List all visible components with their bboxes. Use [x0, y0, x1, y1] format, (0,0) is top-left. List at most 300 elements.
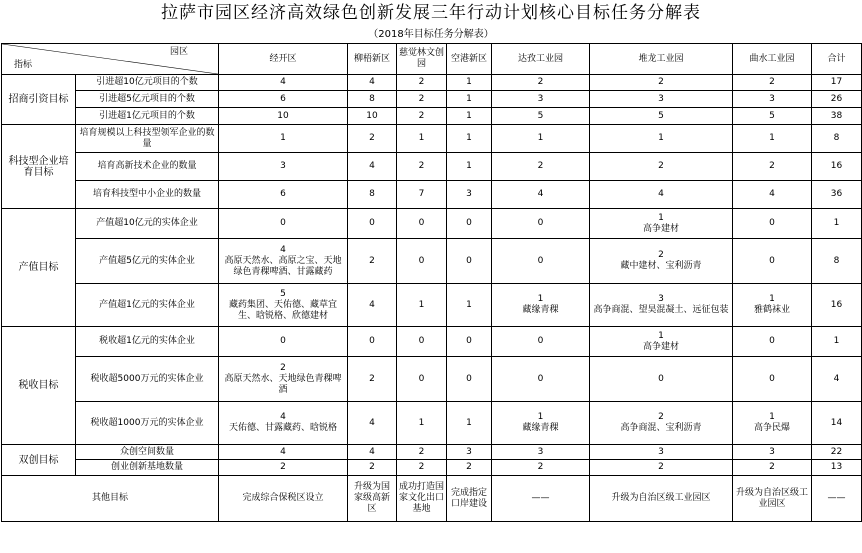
cell-value: 1 — [280, 133, 286, 143]
cell-value: 2 — [418, 93, 425, 104]
value-cell — [219, 402, 348, 445]
value-cell — [812, 153, 862, 181]
value-cell — [219, 284, 348, 327]
cell-value: 3 — [769, 446, 775, 457]
cell-value: 培育高新技术企业的数量 — [97, 161, 197, 171]
value-cell — [492, 181, 590, 209]
cell-value: 1 — [769, 133, 775, 143]
value-cell — [733, 153, 812, 181]
other-goal-cell — [397, 476, 447, 522]
value-cell — [590, 445, 733, 460]
value-cell — [447, 357, 492, 402]
cell-value: 2 — [418, 77, 425, 87]
column-header — [812, 44, 862, 75]
cell-value: 1 — [658, 133, 664, 143]
value-cell — [812, 209, 862, 239]
cell-value: 空港新区 — [450, 53, 487, 64]
cell-value: 1 — [537, 294, 544, 304]
cell-value: 36 — [830, 189, 843, 199]
value-cell — [219, 181, 348, 209]
value-cell — [733, 460, 812, 476]
category-cell — [2, 125, 76, 209]
value-cell — [733, 209, 812, 239]
indicator-cell — [76, 209, 219, 239]
value-cell — [733, 445, 812, 460]
value-cell — [348, 402, 397, 445]
value-cell — [590, 460, 733, 476]
table-row — [2, 327, 862, 357]
cell-value: 税收超5000万元的实体企业 — [90, 373, 204, 384]
cell-value: 3 — [280, 161, 286, 171]
cell-value: 3 — [658, 93, 664, 104]
cell-value: 堆龙工业园 — [638, 53, 684, 64]
value-cell — [733, 125, 812, 153]
cell-value: 4 — [280, 446, 286, 457]
cell-value: 2 — [418, 446, 425, 457]
value-cell — [397, 445, 447, 460]
cell-value: 3 — [466, 189, 472, 199]
value-cell — [447, 445, 492, 460]
value-cell — [397, 402, 447, 445]
page-title: 拉萨市园区经济高效绿色创新发展三年行动计划核心目标任务分解表 — [161, 3, 701, 23]
value-cell — [812, 445, 862, 460]
value-cell — [397, 209, 447, 239]
cell-value: 5 — [769, 110, 775, 121]
value-cell — [590, 284, 733, 327]
value-cell — [219, 75, 348, 91]
value-cell — [492, 284, 590, 327]
value-cell — [397, 357, 447, 402]
column-header — [492, 44, 590, 75]
value-cell — [219, 125, 348, 153]
other-goal-cell — [590, 476, 733, 522]
cell-value: 1 — [466, 161, 472, 171]
cell-value: 1 — [418, 133, 425, 143]
cell-value: 2 — [769, 462, 775, 472]
value-cell — [733, 402, 812, 445]
value-cell — [348, 91, 397, 108]
value-cell — [590, 125, 733, 153]
cell-value: 2 — [418, 462, 425, 472]
other-goal-cell — [733, 476, 812, 522]
page-subtitle: （2018年目标任务分解表） — [368, 29, 494, 40]
table-row — [2, 125, 862, 153]
value-cell — [447, 75, 492, 91]
cell-note: 藏中建材、宝利沥青 — [620, 261, 702, 271]
value-cell — [492, 153, 590, 181]
cell-value: 2 — [537, 462, 544, 472]
cell-value: 1 — [833, 336, 840, 346]
cell-value: 引进超5亿元项目的个数 — [99, 93, 195, 104]
value-cell — [447, 460, 492, 476]
cell-value: 0 — [466, 218, 472, 228]
value-cell — [447, 239, 492, 284]
cell-value: 6 — [280, 189, 286, 199]
cell-value: 38 — [830, 110, 843, 121]
cell-value: 0 — [769, 255, 775, 266]
cell-value: 慈觉林文创园 — [399, 48, 445, 69]
value-cell — [348, 181, 397, 209]
value-cell — [812, 284, 862, 327]
cell-value: 税收超1000万元的实体企业 — [90, 417, 204, 428]
table-row — [2, 402, 862, 445]
cell-value: 2 — [369, 462, 375, 472]
cell-value: 0 — [537, 255, 544, 266]
value-cell — [447, 402, 492, 445]
cell-value: 5 — [537, 110, 544, 121]
cell-value: 4 — [369, 417, 375, 428]
value-cell — [492, 108, 590, 125]
value-cell — [492, 357, 590, 402]
cell-value: 10 — [366, 110, 378, 121]
value-cell — [397, 108, 447, 125]
cell-value: 合计 — [827, 53, 846, 64]
value-cell — [348, 357, 397, 402]
cell-value: 0 — [537, 218, 544, 228]
cell-value: 3 — [537, 446, 544, 457]
value-cell — [447, 209, 492, 239]
cell-value: 升级为国家级高新区 — [353, 482, 390, 514]
cell-note: 藏缘青稞 — [522, 305, 559, 315]
cell-value: 0 — [769, 373, 775, 384]
column-header — [219, 44, 348, 75]
value-cell — [397, 153, 447, 181]
indicator-cell — [76, 460, 219, 476]
cell-value: 7 — [418, 189, 425, 199]
cell-value: 0 — [280, 336, 286, 346]
value-cell — [348, 125, 397, 153]
other-goal-cell — [219, 476, 348, 522]
indicator-cell — [76, 357, 219, 402]
cell-value: 2 — [658, 77, 664, 87]
cell-value: 3 — [466, 446, 472, 457]
other-goal-cell — [812, 476, 862, 522]
value-cell — [219, 239, 348, 284]
cell-value: 0 — [769, 218, 775, 228]
cell-note: 高争建材 — [642, 223, 679, 234]
cell-value: 4 — [280, 244, 286, 255]
value-cell — [219, 460, 348, 476]
category-cell — [2, 209, 76, 327]
value-cell — [348, 209, 397, 239]
cell-note: 高争商混、望昊混凝土、远征包装 — [593, 305, 729, 315]
cell-value: 完成指定口岸建设 — [450, 487, 487, 509]
value-cell — [397, 181, 447, 209]
value-cell — [590, 153, 733, 181]
cell-value: 税收目标 — [18, 380, 59, 391]
other-goal-cell — [348, 476, 397, 522]
cell-value: 0 — [537, 336, 544, 346]
indicator-cell — [76, 91, 219, 108]
cell-value: 5 — [658, 110, 664, 121]
value-cell — [590, 209, 733, 239]
cell-value: 0 — [466, 373, 472, 384]
cell-value: 4 — [280, 412, 286, 422]
value-cell — [812, 239, 862, 284]
value-cell — [733, 327, 812, 357]
table-row — [2, 239, 862, 284]
indicator-cell — [76, 327, 219, 357]
value-cell — [590, 327, 733, 357]
cell-value: 8 — [369, 93, 375, 104]
cell-value: 26 — [830, 93, 843, 104]
cell-value: 1 — [537, 412, 544, 422]
value-cell — [397, 284, 447, 327]
cell-value: 4 — [369, 161, 375, 171]
table-row — [2, 209, 862, 239]
table-row — [2, 445, 862, 460]
cell-value: 1 — [466, 77, 472, 87]
cell-value: 17 — [830, 77, 843, 87]
value-cell — [492, 460, 590, 476]
cell-value: 1 — [658, 330, 664, 341]
cell-note: 高争建材 — [642, 341, 679, 352]
cell-value: 2 — [537, 161, 544, 171]
value-cell — [397, 460, 447, 476]
value-cell — [492, 445, 590, 460]
cell-value: 产值超1亿元的实体企业 — [99, 299, 195, 310]
value-cell — [219, 327, 348, 357]
cell-value: 2 — [537, 77, 544, 87]
cell-value: 0 — [369, 336, 375, 346]
value-cell — [590, 91, 733, 108]
value-cell — [812, 181, 862, 209]
cell-value: 4 — [369, 446, 375, 457]
cell-value: 曲水工业园 — [749, 53, 795, 64]
cell-value: 2 — [466, 462, 472, 472]
value-cell — [812, 75, 862, 91]
cell-value: 2 — [418, 110, 425, 121]
cell-value: 2 — [418, 161, 425, 171]
value-cell — [733, 181, 812, 209]
cell-value: 2 — [369, 255, 375, 266]
cell-note: 天佑德、甘露藏药、晗锐格 — [228, 423, 337, 433]
table-row — [2, 284, 862, 327]
cell-value: 1 — [466, 110, 472, 121]
column-header — [397, 44, 447, 75]
cell-value: 2 — [658, 412, 664, 422]
cell-value: 22 — [830, 446, 843, 457]
value-cell — [492, 209, 590, 239]
value-cell — [447, 91, 492, 108]
cell-value: 2 — [369, 133, 375, 143]
cell-value: 4 — [280, 77, 286, 87]
value-cell — [348, 327, 397, 357]
cell-value: 2 — [369, 373, 375, 384]
value-cell — [397, 125, 447, 153]
cell-value: 1 — [418, 417, 425, 428]
cell-value: 2 — [658, 462, 664, 472]
cell-value: 2 — [658, 161, 664, 171]
value-cell — [492, 402, 590, 445]
cell-value: 创业创新基地数量 — [110, 462, 183, 472]
value-cell — [590, 181, 733, 209]
indicator-cell — [76, 284, 219, 327]
value-cell — [492, 239, 590, 284]
diagonal-header — [2, 44, 219, 75]
indicator-cell — [76, 125, 219, 153]
value-cell — [348, 284, 397, 327]
cell-value: 经开区 — [269, 53, 297, 64]
value-cell — [812, 327, 862, 357]
value-cell — [397, 75, 447, 91]
cell-value: 科技型企业培育目标 — [8, 155, 69, 178]
value-cell — [812, 402, 862, 445]
value-cell — [219, 91, 348, 108]
value-cell — [590, 239, 733, 284]
cell-value: 招商引资目标 — [8, 94, 69, 105]
value-cell — [733, 239, 812, 284]
cell-value: 产值目标 — [18, 262, 59, 273]
cell-value: 众创空间数量 — [119, 446, 174, 457]
cell-value: 完成综合保税区设立 — [242, 493, 324, 503]
cell-value: 3 — [658, 446, 664, 457]
cell-note: 雅鹤袜业 — [753, 305, 790, 315]
cell-note: 高原天然水、天地绿色青稞啤酒 — [224, 373, 342, 395]
value-cell — [447, 108, 492, 125]
table-row — [2, 357, 862, 402]
cell-value: 10 — [277, 110, 289, 121]
indicator-cell — [76, 239, 219, 284]
cell-value: 0 — [418, 255, 425, 266]
table-row — [2, 75, 862, 91]
cell-value: 0 — [418, 373, 425, 384]
value-cell — [590, 402, 733, 445]
column-header — [590, 44, 733, 75]
cell-value: 1 — [466, 93, 472, 104]
cell-note: 高原天然水、高原之宝、天地绿色青稞啤酒、甘露藏药 — [224, 255, 342, 277]
value-cell — [447, 181, 492, 209]
category-cell — [2, 445, 76, 476]
target-table — [1, 43, 862, 522]
cell-value: 2 — [280, 462, 286, 472]
cell-value: 培育科技型中小企业的数量 — [92, 189, 201, 199]
cell-value: 税收超1亿元的实体企业 — [99, 336, 195, 346]
value-cell — [348, 108, 397, 125]
value-cell — [397, 239, 447, 284]
value-cell — [447, 284, 492, 327]
other-goals-row — [2, 476, 862, 522]
value-cell — [590, 75, 733, 91]
value-cell — [733, 357, 812, 402]
value-cell — [590, 108, 733, 125]
value-cell — [219, 108, 348, 125]
indicator-cell — [76, 153, 219, 181]
cell-value: 引进超1亿元项目的个数 — [99, 110, 195, 121]
other-goal-cell — [492, 476, 590, 522]
cell-value: 1 — [769, 294, 775, 304]
value-cell — [492, 125, 590, 153]
cell-value: 成功打造国家文化出口基地 — [399, 482, 445, 514]
cell-value: 1 — [466, 133, 472, 143]
cell-value: 4 — [658, 189, 664, 199]
other-goals-label — [2, 476, 219, 522]
value-cell — [812, 460, 862, 476]
indicator-cell — [76, 181, 219, 209]
value-cell — [590, 357, 733, 402]
value-cell — [812, 91, 862, 108]
cell-value: 升级为自治区级工业园区 — [735, 487, 808, 509]
value-cell — [812, 125, 862, 153]
cell-value: 2 — [769, 161, 775, 171]
cell-value: 2 — [769, 77, 775, 87]
value-cell — [492, 91, 590, 108]
indicator-cell — [76, 445, 219, 460]
cell-value: 1 — [537, 133, 544, 143]
cell-value: 3 — [537, 93, 544, 104]
value-cell — [348, 445, 397, 460]
cell-value: 5 — [280, 288, 286, 299]
cell-note: 藏缘青稞 — [522, 423, 559, 433]
category-cell — [2, 327, 76, 445]
header-park-label: 园区 — [169, 47, 188, 57]
cell-value: 产值超5亿元的实体企业 — [99, 255, 195, 266]
cell-value: 6 — [280, 93, 286, 104]
cell-value: 4 — [369, 299, 375, 310]
value-cell — [219, 445, 348, 460]
cell-value: —— — [827, 493, 846, 503]
value-cell — [348, 239, 397, 284]
value-cell — [447, 125, 492, 153]
value-cell — [733, 284, 812, 327]
cell-note: 高争民爆 — [753, 423, 790, 433]
cell-value: 0 — [369, 218, 375, 228]
cell-value: 3 — [658, 294, 664, 304]
value-cell — [447, 327, 492, 357]
table-row — [2, 108, 862, 125]
cell-value: 1 — [833, 218, 840, 228]
cell-value: 4 — [833, 373, 840, 384]
indicator-cell — [76, 75, 219, 91]
category-cell — [2, 75, 76, 125]
value-cell — [812, 357, 862, 402]
column-header — [447, 44, 492, 75]
cell-value: 3 — [769, 93, 775, 104]
cell-value: 8 — [369, 189, 375, 199]
table-row — [2, 181, 862, 209]
value-cell — [348, 75, 397, 91]
cell-value: 2 — [658, 250, 664, 260]
table-row — [2, 153, 862, 181]
value-cell — [812, 108, 862, 125]
other-goal-cell — [447, 476, 492, 522]
value-cell — [397, 327, 447, 357]
value-cell — [733, 75, 812, 91]
cell-value: 13 — [830, 462, 843, 472]
cell-value: 达孜工业园 — [517, 53, 563, 64]
cell-value: 0 — [280, 218, 286, 228]
cell-value: 其他目标 — [91, 493, 128, 503]
cell-value: 产值超10亿元的实体企业 — [96, 218, 198, 228]
cell-note: 高争商混、宝利沥青 — [620, 423, 702, 433]
value-cell — [733, 91, 812, 108]
indicator-cell — [76, 402, 219, 445]
column-header — [348, 44, 397, 75]
value-cell — [348, 460, 397, 476]
cell-value: 0 — [658, 373, 664, 384]
cell-value: 16 — [830, 299, 843, 310]
cell-value: 0 — [418, 336, 425, 346]
cell-value: 8 — [833, 255, 840, 266]
value-cell — [219, 209, 348, 239]
cell-value: 0 — [769, 336, 775, 346]
table-row — [2, 460, 862, 476]
value-cell — [397, 91, 447, 108]
cell-value: 0 — [418, 218, 425, 228]
value-cell — [219, 153, 348, 181]
cell-value: 0 — [466, 336, 472, 346]
value-cell — [492, 75, 590, 91]
